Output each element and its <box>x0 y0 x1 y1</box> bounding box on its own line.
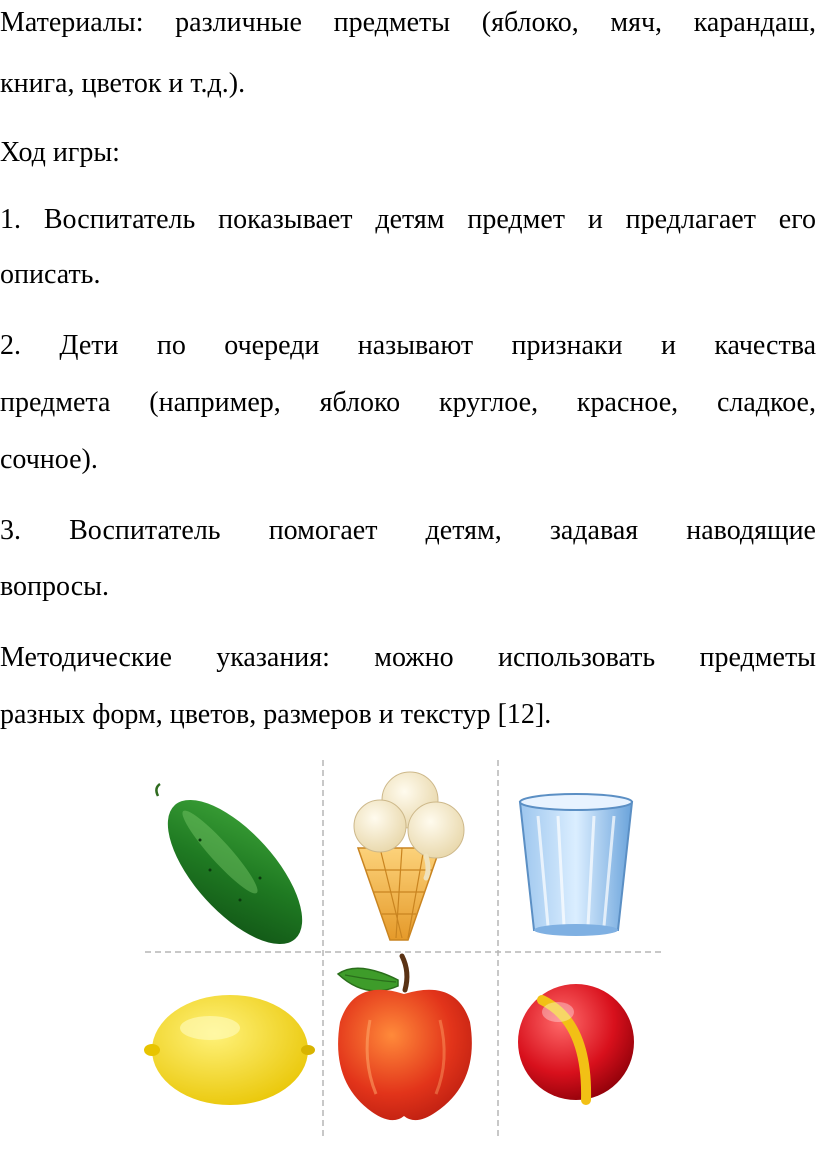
apple-picture <box>338 956 472 1120</box>
step-3-line-1: 3. Воспитатель помогает детям, задавая наводящие <box>0 515 816 546</box>
materials-line-2: книга, цветок и т.д.). <box>0 68 246 99</box>
step-3-line-2: вопросы. <box>0 571 109 602</box>
materials-line-1: Материалы: различные предметы (яблоко, мяч, карандаш, <box>0 7 816 38</box>
objects-illustration <box>140 760 670 1140</box>
step-1-line-1: 1. Воспитатель показывает детям предмет и предлагает его <box>0 204 816 235</box>
guidelines-line-2: разных форм, цветов, размеров и текстур [12]. <box>0 699 552 730</box>
cucumber-picture <box>145 778 325 965</box>
step-2-line-3: сочное). <box>0 444 98 475</box>
step-2-line-2: предмета (например, яблоко круглое, красное, сладкое, <box>0 387 816 418</box>
game-heading: Ход игры: <box>0 137 120 168</box>
glass-picture <box>520 794 632 936</box>
lemon-picture <box>144 995 315 1105</box>
ice-cream-picture <box>354 772 464 940</box>
step-2-line-1: 2. Дети по очереди называют признаки и качества <box>0 330 816 361</box>
ball-picture <box>518 984 634 1100</box>
guidelines-line-1: Методические указания: можно использовать предметы <box>0 642 816 673</box>
step-1-line-2: описать. <box>0 259 101 290</box>
